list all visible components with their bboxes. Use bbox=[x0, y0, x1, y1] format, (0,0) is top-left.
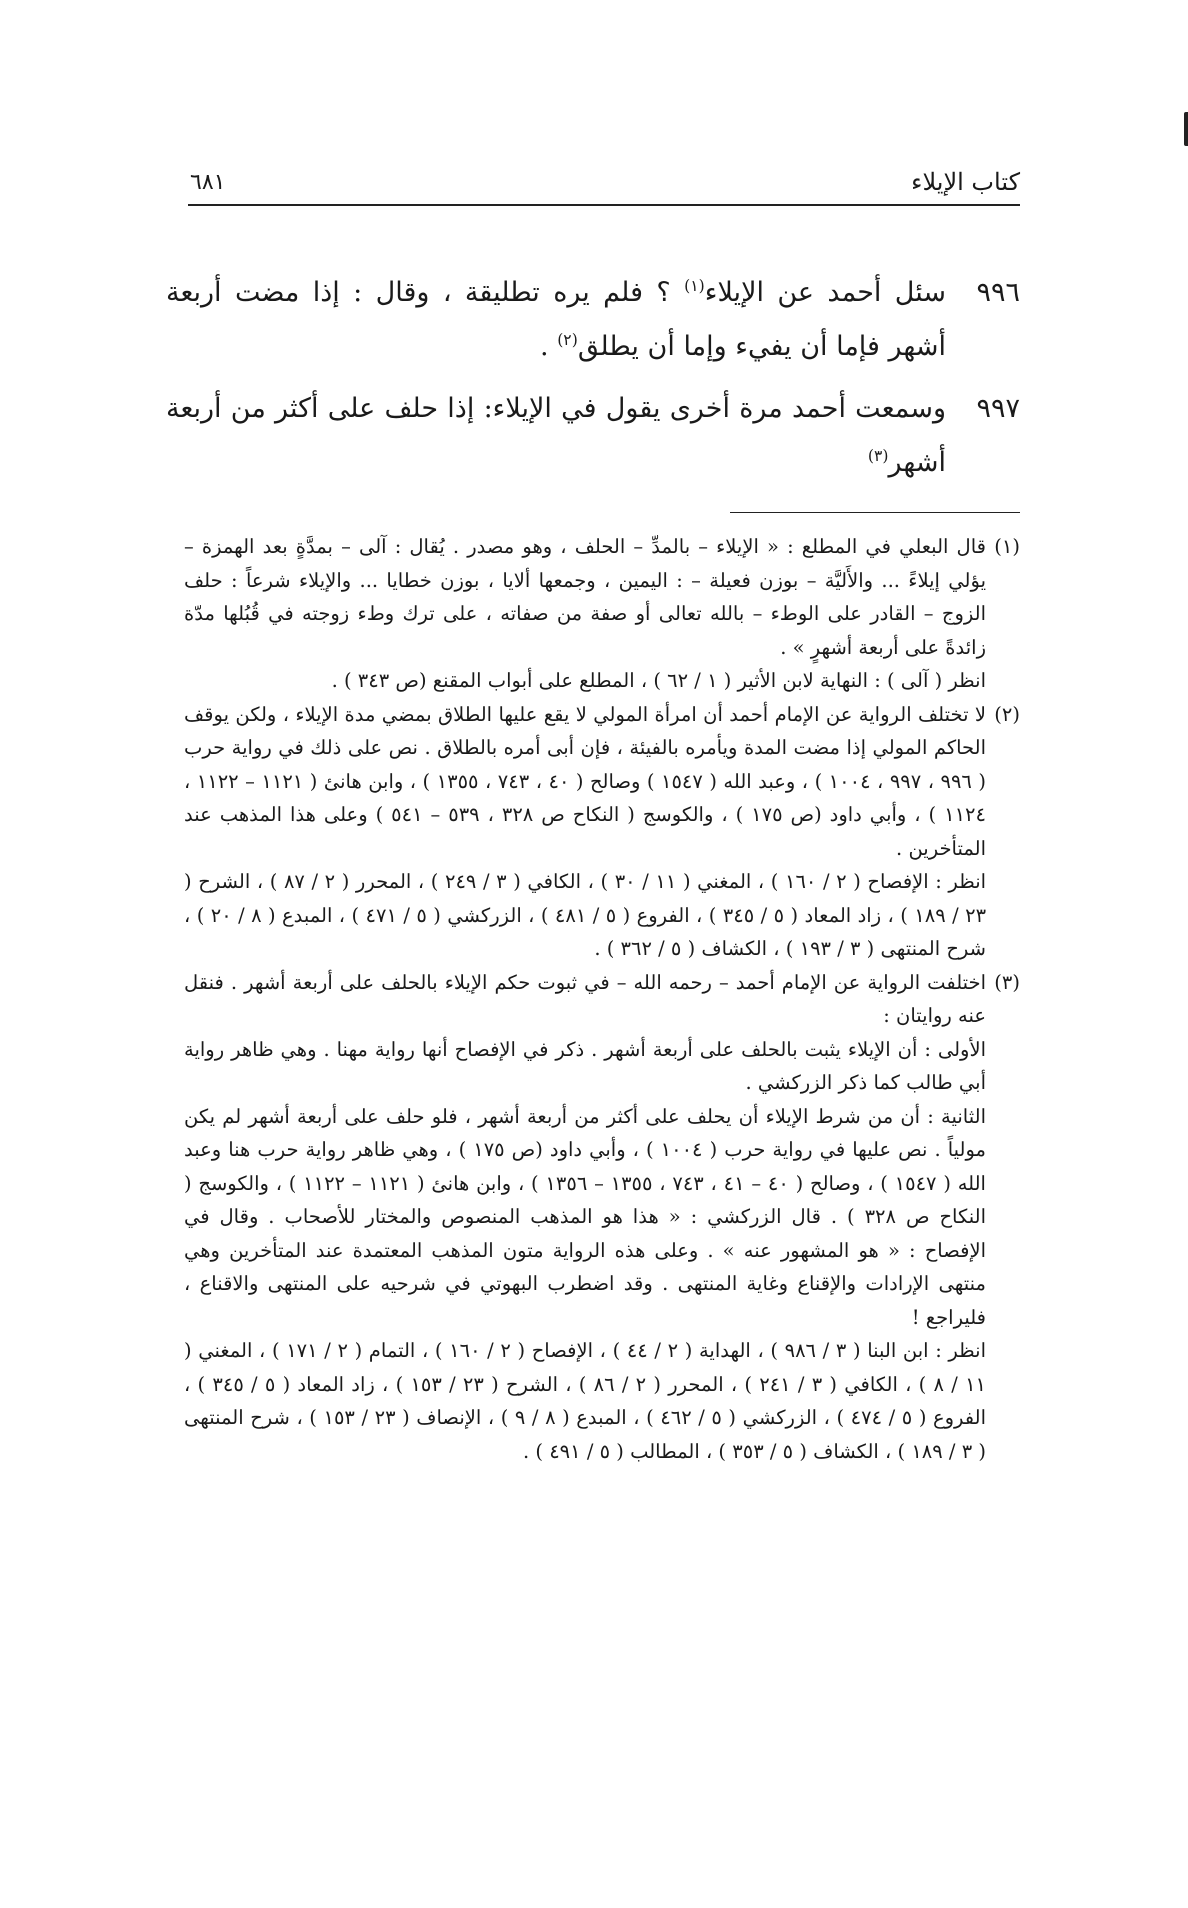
footnotes bbox=[184, 530, 1020, 1468]
footnote-paragraph: الثانية : أن من شرط الإيلاء أن يحلف على أكثر من أربعة أشهر ، فلو حلف على أربعة أشهر لم يكن مولياً . نص عليها في رواية حرب ( ١٠٠٤ ) ، وأبي داود (ص ١٧٥ ) ، وهي ظاهر رواية حرب هنا وعبد الله ( ١٥٤٧ ) ، وصالح ( ٤٠ – ٤١ ، ٧٤٣ ، ١٣٥٥ – ١٣٥٦ ) ، وابن هانئ ( ١١٢١ – ١١٢٢ ) ، والكوسج ( النكاح ص ٣٢٨ ) . قال الزركشي : « هذا هو المذهب المنصوص والمختار للأصحاب . وقال في الإفصاح : « هو المشهور عنه » . وعلى هذه الرواية متون المذهب المعتمدة عند المتأخرين وهي منتهى الإرادات والإقناع وغاية المنتهى . وقد اضطرب البهوتي في شرحيه على المنتهى والاقناع ، فليراجع ! bbox=[184, 1104, 987, 1329]
footnote-separator bbox=[730, 512, 1020, 513]
running-header bbox=[188, 164, 1020, 206]
footnote-references: انظر ( آلى ) : النهاية لابن الأثير ( ١ / ٦٢ ) ، المطلع على أبواب المقنع (ص ٣٤٣ ) . bbox=[331, 669, 986, 692]
entry-996 bbox=[166, 266, 1020, 374]
footnote-ref-3[interactable]: (٣) bbox=[867, 446, 889, 465]
page-number: ٦٨١ bbox=[190, 170, 226, 195]
footnote-paragraph: قال البعلي في المطلع : « الإيلاء – بالمدِّ – الحلف ، وهو مصدر . يُقال : آلى – بمدَّةٍ بعد الهمزة – يؤلي إيلاءً ... والأَليَّة – بوزن فعيلة – : اليمين ، وجمعها ألايا ، بوزن خطايا ... والإيلاء شرعاً : حلف الزوج – القادر على الوطء – بالله تعالى أو صفة من صفاته ، على ترك وطء زوجته في قُبُلها مدّة زائدةً على أربعة أشهرٍ » . bbox=[184, 535, 986, 659]
footnote-references: انظر : الإفصاح ( ٢ / ١٦٠ ) ، المغني ( ١١ / ٣٠ ) ، الكافي ( ٣ / ٢٤٩ ) ، المحرر ( ٢ / ٨٧ ) ، الشرح ( ٢٣ / ١٨٩ ) ، زاد المعاد ( ٥ / ٣٤٥ ) ، الفروع ( ٥ / ٤٨١ ) ، الزركشي ( ٥ / ٤٧١ ) ، المبدع ( ٨ / ٢٠ ) ، شرح المنتهى ( ٣ / ١٩٣ ) ، الكشاف ( ٥ / ٣٦٢ ) . bbox=[184, 870, 987, 960]
footnote-ref-1[interactable]: (١) bbox=[684, 276, 705, 295]
footnote-mark: (٢) bbox=[994, 702, 1020, 726]
entry-text: سئل أحمد عن الإيلاء bbox=[704, 277, 947, 308]
entry-number: ٩٩٧ bbox=[976, 393, 1020, 424]
binding-edge bbox=[1184, 112, 1188, 146]
entry-text: . bbox=[540, 331, 558, 362]
entry-text: ؟ فلم يره تطليقة ، وقال : إذا مضت أربعة أشهر فإما أن يفيء وإما أن يطلق bbox=[166, 277, 946, 362]
footnote-3 bbox=[184, 966, 1020, 1469]
chapter-title: كتاب الإيلاء bbox=[911, 168, 1020, 196]
footnote-2 bbox=[184, 698, 1020, 966]
footnote-paragraph: لا تختلف الرواية عن الإمام أحمد أن امرأة المولي لا يقع عليها الطلاق بمضي مدة الإيلاء ، ولكن يوقف الحاكم المولي إذا مضت المدة ويأمره بالفيئة ، فإن أبى أمره بالطلاق . نص على ذلك في رواية حرب ( ٩٩٦ ، ٩٩٧ ، ١٠٠٤ ) ، وعبد الله ( ١٥٤٧ ) وصالح ( ٤٠ ، ٧٤٣ ، ١٣٥٥ ) ، وابن هانئ ( ١١٢١ – ١١٢٢ ، ١١٢٤ ) ، وأبي داود (ص ١٧٥ ) ، والكوسج ( النكاح ص ٣٢٨ ، ٥٣٩ – ٥٤١ ) وعلى هذا المذهب عند المتأخرين . bbox=[184, 702, 986, 860]
footnote-references: انظر : ابن البنا ( ٣ / ٩٨٦ ) ، الهداية ( ٢ / ٤٤ ) ، الإفصاح ( ٢ / ١٦٠ ) ، التمام ( ٢ / ١٧١ ) ، المغني ( ١١ / ٨ ) ، الكافي ( ٣ / ٢٤١ ) ، المحرر ( ٢ / ٨٦ ) ، الشرح ( ٢٣ / ١٥٣ ) ، زاد المعاد ( ٥ / ٣٤٥ ) ، الفروع ( ٥ / ٤٧٤ ) ، الزركشي ( ٥ / ٤٦٢ ) ، المبدع ( ٨ / ٩ ) ، الإنصاف ( ٢٣ / ١٥٣ ) ، شرح المنتهى ( ٣ / ١٨٩ ) ، الكشاف ( ٥ / ٣٥٣ ) ، المطالب ( ٥ / ٤٩١ ) . bbox=[184, 1339, 987, 1463]
footnote-1 bbox=[184, 530, 1020, 698]
footnote-paragraph: اختلفت الرواية عن الإمام أحمد – رحمه الله – في ثبوت حكم الإيلاء بالحلف على أربعة أشهر . فنقل عنه روايتان : bbox=[184, 970, 986, 1027]
footnote-paragraph: الأولى : أن الإيلاء يثبت بالحلف على أربعة أشهر . ذكر في الإفصاح أنها رواية مهنا . وهي ظاهر رواية أبي طالب كما ذكر الزركشي . bbox=[184, 1037, 986, 1094]
main-text bbox=[166, 266, 1020, 498]
footnote-mark: (١) bbox=[994, 535, 1020, 558]
entry-997 bbox=[166, 382, 1020, 490]
entry-number: ٩٩٦ bbox=[976, 277, 1020, 308]
footnote-ref-2[interactable]: (٢) bbox=[557, 330, 578, 349]
footnote-mark: (٣) bbox=[994, 970, 1020, 994]
entry-text: وسمعت أحمد مرة أخرى يقول في الإيلاء: إذا حلف على أكثر من أربعة أشهر bbox=[166, 393, 946, 478]
